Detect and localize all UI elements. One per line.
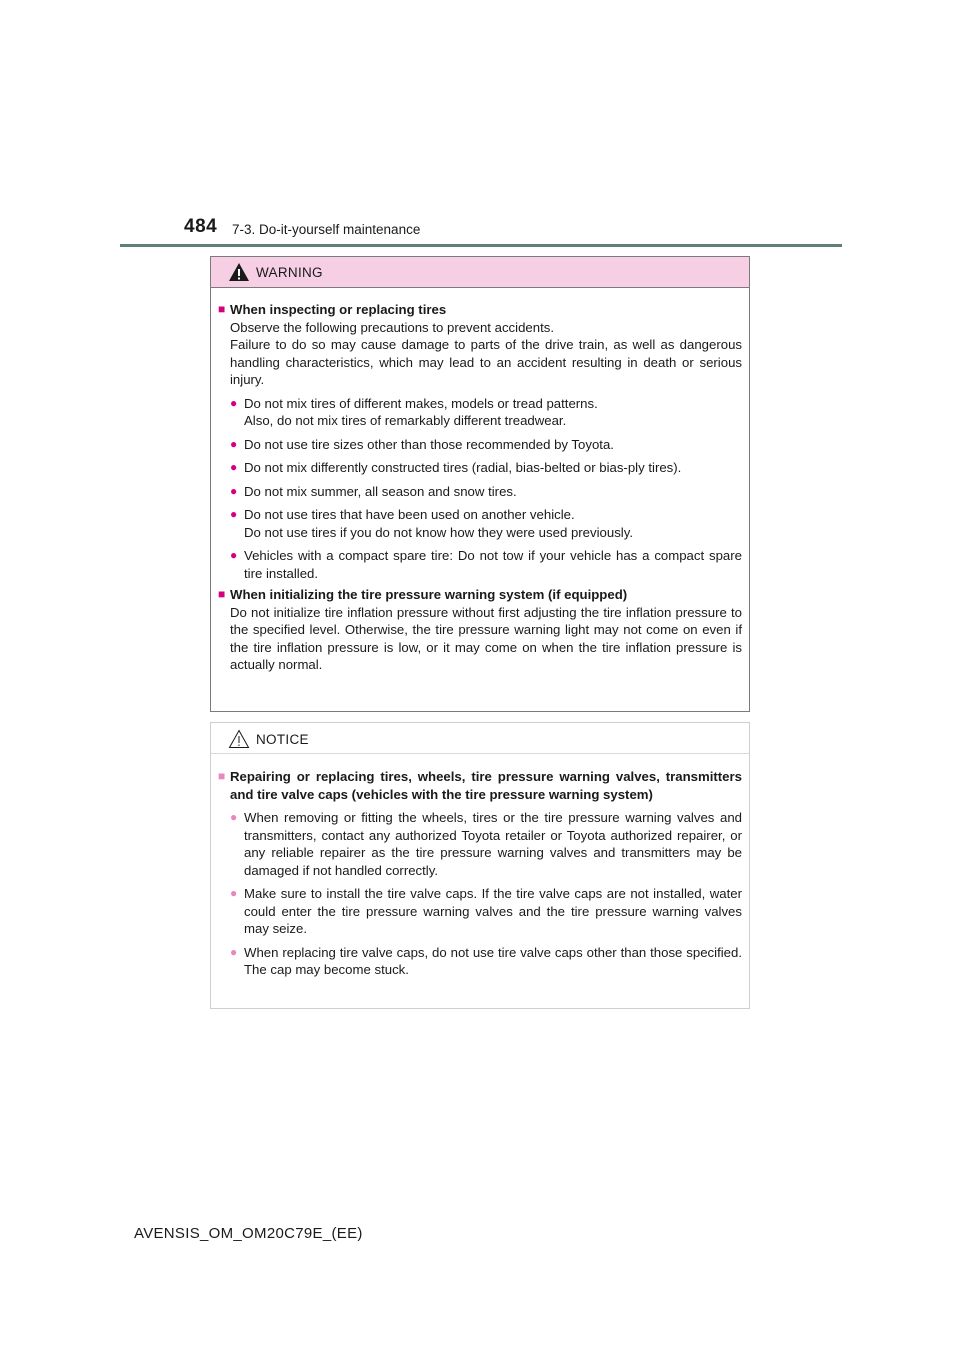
notice-bullet: ● Make sure to install the tire valve caps. If the tire valve caps are not installed, water could enter the tire pressure warning valves and the tire pressure warning valves may seize. [230,886,742,936]
notice-header [211,723,749,754]
circle-bullet-icon: ● [230,548,238,562]
circle-bullet-icon: ● [230,944,238,959]
notice-body [211,754,749,979]
warning-heading-inspecting: ■ When inspecting or replacing tires [218,302,447,317]
warning-triangle-icon [228,262,250,282]
warning-heading-initializing: ■ When initializing the tire pressure warning system (if equipped) [218,587,628,602]
circle-bullet-icon: ● [230,395,238,410]
warning-header [211,257,749,288]
notice-triangle-icon [228,729,250,749]
notice-label: NOTICE [256,732,309,747]
warning-bullet: ● Vehicles with a compact spare tire: Do not tow if your vehicle has a compact spare tire installed. [230,548,742,581]
warning-body [211,288,749,674]
section-title: 7-3. Do-it-yourself maintenance [232,222,421,237]
circle-bullet-icon: ● [230,483,238,498]
circle-bullet-icon: ● [230,886,238,900]
document-code: AVENSIS_OM_OM20C79E_(EE) [134,1225,363,1242]
warning-bullet: ● Do not mix summer, all season and snow tires. [230,483,517,499]
circle-bullet-icon: ● [230,810,238,824]
notice-bullet: ● When replacing tire valve caps, do not use tire valve caps other than those specified. The cap may become stuck. [230,944,742,977]
page-number: 484 [184,216,218,237]
notice-bullet: ● When removing or fitting the wheels, tires or the tire pressure warning valves and transmitters, contact any authorized Toyota retailer or Toyota authorized repairer, or any reliable repairer as the tire pressure warning valves and transmitters may be damaged if not handled correctly. [230,810,742,878]
notice-heading: ■ Repairing or replacing tires, wheels, tire pressure warning valves, transmitters and tire valve caps (vehicles with the tire pressure warning system) [218,769,742,802]
warning-paragraph: Do not initialize tire inflation pressure without first adjusting the tire inflation pressure to the specified level. Otherwise, the tire pressure warning light may not come on even if the tire inflation pressure is low, or it may come on when the tire inflation pressure is actually normal. [230,604,742,672]
circle-bullet-icon: ● [230,460,238,474]
warning-bullet: ● Do not mix tires of different makes, models or tread patterns. Also, do not mix tires of remarkably different treadwear. [230,395,598,428]
square-bullet-icon: ■ [218,587,226,601]
warning-bullet: ● Do not use tire sizes other than those recommended by Toyota. [230,436,614,452]
header-rule [120,244,842,247]
warning-label: WARNING [256,265,323,280]
notice-box [210,722,750,1009]
circle-bullet-icon: ● [230,507,238,521]
warning-box [210,256,750,712]
warning-paragraph: Observe the following precautions to prevent accidents. Failure to do so may cause damage to parts of the drive train, as well as dangerous handling characteristics, which may lead to an accident resulting in death or serious injury. [230,319,742,387]
square-bullet-icon: ■ [218,769,226,783]
warning-bullet: ● Do not use tires that have been used on another vehicle. Do not use tires if you do not know how they were used previously. [230,507,633,540]
circle-bullet-icon: ● [230,436,238,451]
warning-bullet: ● Do not mix differently constructed tires (radial, bias-belted or bias-ply tires). [230,460,682,475]
square-bullet-icon: ■ [218,302,226,316]
